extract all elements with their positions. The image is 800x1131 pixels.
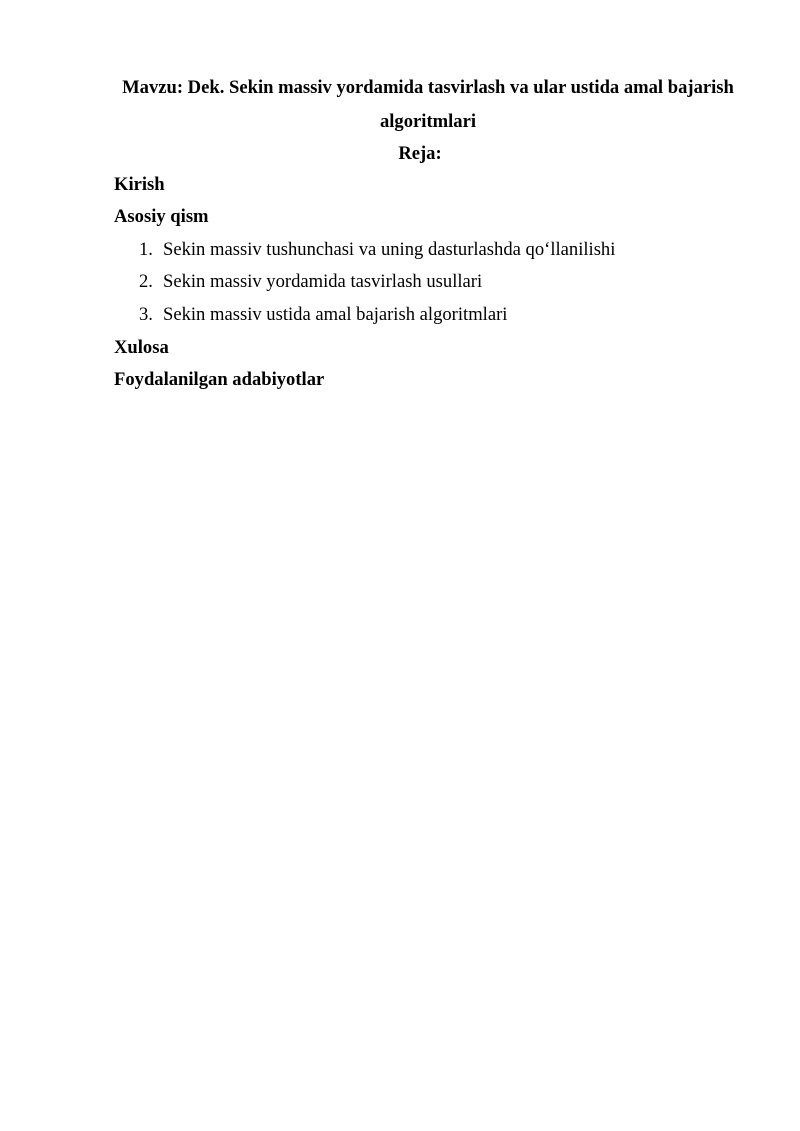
list-item-text: Sekin massiv ustida amal bajarish algoritmlari [163,304,508,325]
list-item [139,237,615,263]
list-item [139,302,507,328]
section-intro: Kirish [114,174,165,195]
plan-heading: Reja: [398,143,442,164]
section-main-part: Asosiy qism [114,206,209,227]
title-line-1: Mavzu: Dek. Sekin massiv yordamida tasvirlash va ular ustida amal bajarish [122,77,734,98]
list-item-number: 3. [139,304,153,325]
section-conclusion: Xulosa [114,337,169,358]
document-title [100,71,756,139]
section-references: Foydalanilgan adabiyotlar [114,369,325,390]
list-item [139,269,482,295]
list-item-text: Sekin massiv tushunchasi va uning dasturlashda qo‘llanilishi [163,239,616,260]
title-line-2: algoritmlari [379,111,477,132]
list-item-text: Sekin massiv yordamida tasvirlash usullari [163,271,483,292]
list-item-number: 1. [139,239,153,260]
list-item-number: 2. [139,271,153,292]
